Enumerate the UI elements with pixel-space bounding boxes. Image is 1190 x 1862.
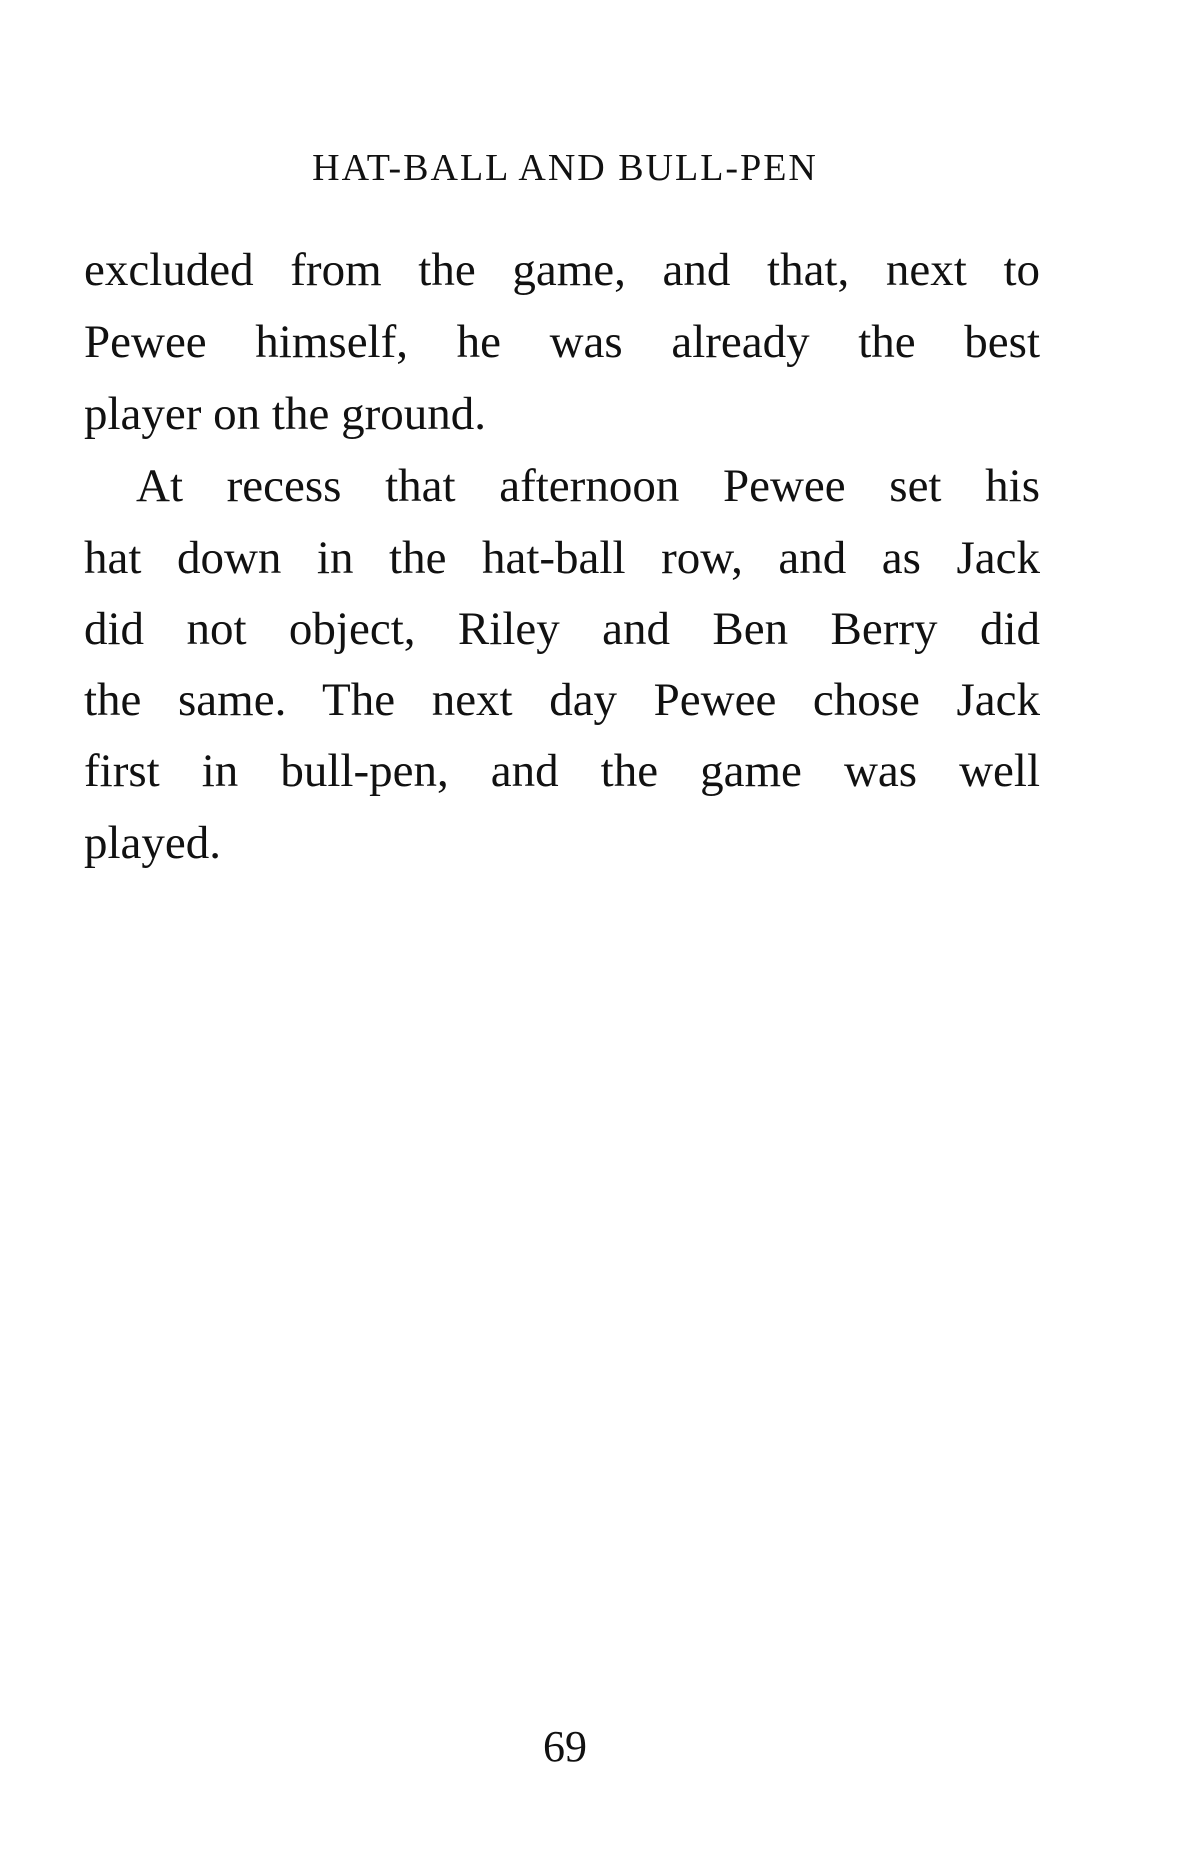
text-line: excluded from the game, and that, next to xyxy=(84,244,1040,296)
running-head: HAT-BALL AND BULL-PEN xyxy=(312,147,818,189)
text-line: At recess that afternoon Pewee set his xyxy=(136,460,1040,512)
text-line: player on the ground. xyxy=(84,388,487,440)
text-line: first in bull-pen, and the game was well xyxy=(84,745,1040,797)
text-line: hat down in the hat-ball row, and as Jack xyxy=(84,532,1040,584)
text-line: played. xyxy=(84,817,222,869)
text-line: Pewee himself, he was already the best xyxy=(84,316,1040,368)
text-line: did not object, Riley and Ben Berry did xyxy=(84,603,1040,655)
text-line: the same. The next day Pewee chose Jack xyxy=(84,674,1040,726)
page-number: 69 xyxy=(543,1722,587,1771)
